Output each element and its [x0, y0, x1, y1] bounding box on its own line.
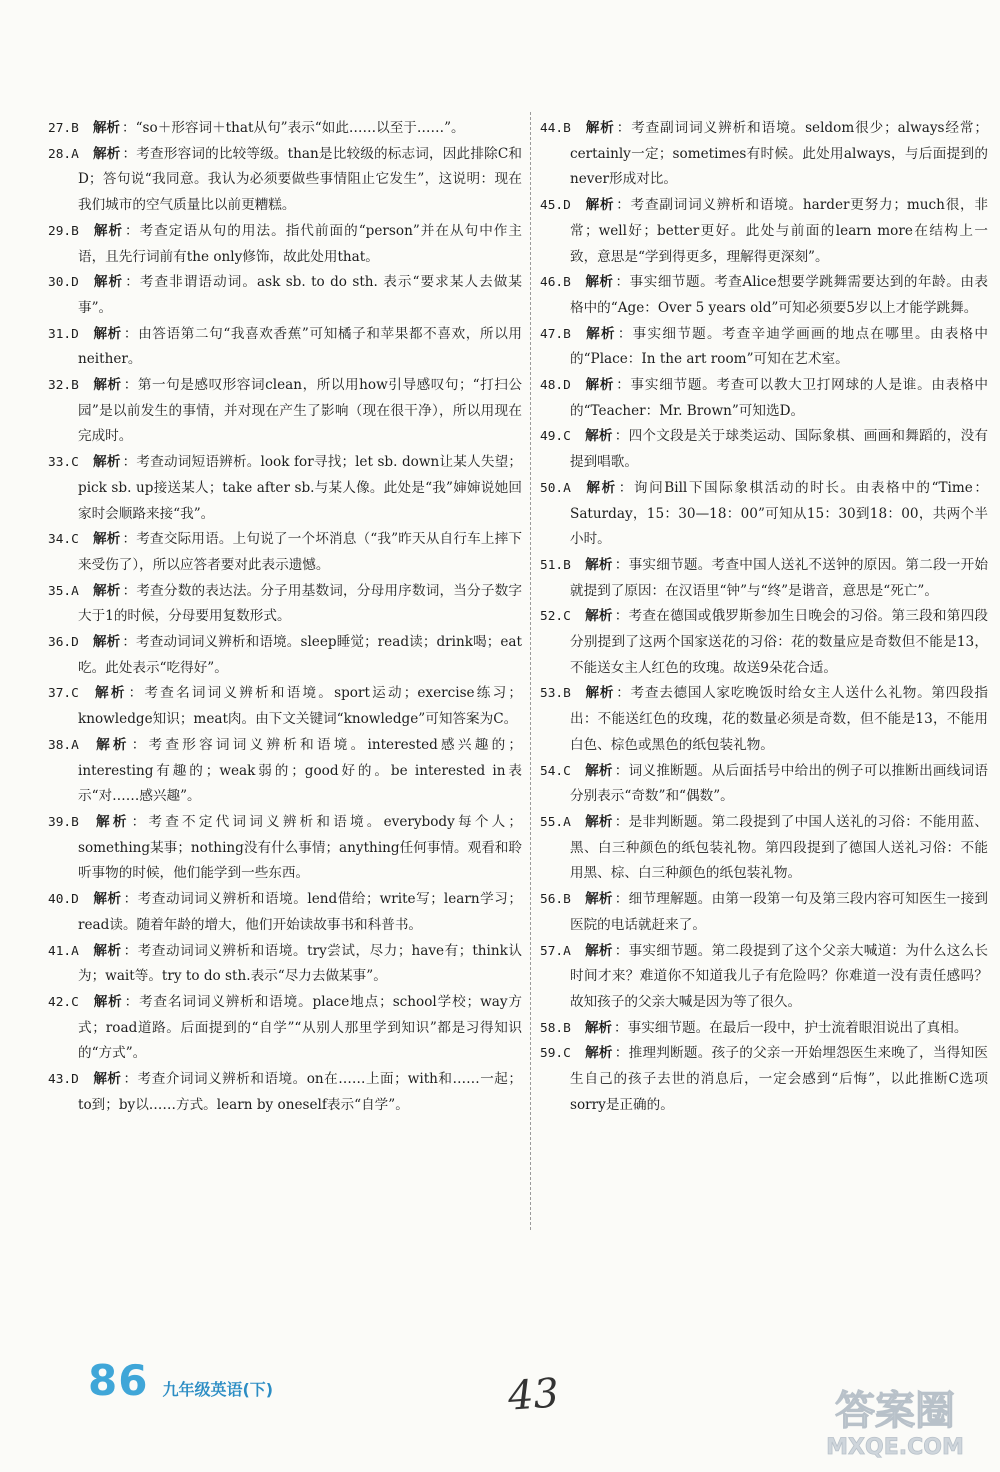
answer-number: 27.B	[48, 121, 79, 136]
answer-item	[48, 810, 522, 887]
answer-number: 55.A	[540, 814, 571, 830]
answer-item	[540, 373, 988, 424]
explanation-text: ：考查副词词义辨析和语境。seldom很少；always经常；certainly一定；sometimes有时候。此处用always，与后面提到的never形成对比。	[570, 120, 988, 188]
explanation-label: 解析	[584, 197, 615, 214]
answer-number: 54.C	[540, 763, 571, 779]
explanation-label: 解析	[584, 428, 613, 445]
answer-item	[48, 527, 522, 578]
answer-number: 34.C	[48, 532, 79, 548]
explanation-text: ：“so＋形容词＋that从句”表示“如此……以至于……”。	[122, 120, 465, 136]
page-number: 86	[88, 1356, 149, 1405]
explanation-label: 解析	[92, 454, 121, 471]
handwritten-note: 43	[506, 1370, 561, 1420]
answer-item	[540, 1016, 988, 1042]
answer-item	[48, 270, 522, 321]
explanation-label: 解析	[584, 685, 615, 702]
answer-number: 45.D	[540, 198, 571, 214]
explanation-label: 解析	[584, 942, 613, 959]
answer-item	[48, 990, 522, 1067]
explanation-text: ：事实细节题。考查辛迪学画画的地点在哪里。由表格中的“Place：In the art room”可知在艺术室。	[570, 325, 989, 368]
answer-item	[540, 270, 988, 321]
explanation-label: 解析	[92, 274, 124, 291]
answer-item	[48, 681, 522, 732]
explanation-label: 解析	[584, 274, 614, 291]
explanation-text: ：考查介词词义辨析和语境。on在……上面；with和……一起；to到；by以……方式。learn by oneself表示“自学”。	[78, 1071, 522, 1113]
answer-item	[48, 733, 522, 810]
explanation-label: 解析	[92, 993, 123, 1010]
answer-item	[540, 810, 988, 887]
explanation-text: ：考查分数的表达法。分子用基数词，分母用序数词，当分子数字大于1的时候，分母要用复数形式。	[78, 582, 523, 625]
explanation-text: ：四个文段是关于球类运动、国际象棋、画画和舞蹈的，没有提到唱歌。	[570, 428, 989, 471]
explanation-label: 解析	[584, 762, 613, 779]
answer-item	[48, 450, 522, 527]
answer-item	[540, 424, 988, 475]
answer-number: 38.A	[48, 737, 79, 753]
answer-item	[48, 939, 522, 990]
explanation-text: ：事实细节题。第二段提到了这个父亲大喊道：为什么这么长时间才来？难道你不知道我儿子有危险吗？你难道一没有责任感吗？故知孩子的父亲大喊是因为等了很久。	[570, 942, 989, 1010]
explanation-text: ：询问Bill下国际象棋活动的时长。由表格中的“Time：Saturday，15：30—18：00”可知从15：30到18：00，共两个半小时。	[570, 479, 988, 548]
explanation-text: ：考查交际用语。上句说了一个坏消息（“我”昨天从自行车上摔下来受伤了），所以应答者要对此表示遗憾。	[78, 531, 522, 573]
answer-item	[48, 373, 522, 450]
explanation-label: 解析	[584, 325, 616, 342]
answer-number: 29.B	[48, 223, 79, 239]
answer-number: 40.D	[48, 892, 79, 908]
explanation-text: ：第一句是感叹形容词clean，所以用how引导感叹句；“打扫公园”是以前发生的事情，并对现在产生了影响（现在很干净），所以用现在完成时。	[78, 377, 523, 445]
explanation-text: ：考查名词词义辨析和语境。sport运动；exercise练习；knowledge知识；meat肉。由下文关键词“knowledge”可知答案为C。	[78, 685, 523, 728]
answer-item	[540, 1041, 988, 1118]
page-footer	[88, 1356, 273, 1405]
answer-number: 28.A	[48, 146, 79, 162]
explanation-text: ：事实细节题。在最后一段中，护士流着眼泪说出了真相。	[614, 1019, 968, 1036]
explanation-text: ：是非判断题。第二段提到了中国人送礼的习俗：不能用蓝、黑、白三种颜色的纸包装礼物。第四段提到了德国人送礼习俗：不能用黑、棕、白三种颜色的纸包装礼物。	[570, 813, 989, 882]
explanation-label: 解析	[92, 891, 122, 908]
answer-item	[540, 759, 988, 810]
answer-item	[48, 579, 522, 630]
answer-number: 33.C	[48, 455, 79, 471]
explanation-text: ：考查动词短语辨析。look for寻找；let sb. down让某人失望；pick sb. up接送某人；take after sb.与某人像。此处是“我”婶婶说她回家时会顺路来接“我”。	[78, 454, 522, 522]
answer-item	[48, 116, 522, 142]
answer-number: 41.A	[48, 943, 79, 959]
explanation-text: ：细节理解题。由第一段第一句及第三段内容可知医生一接到医院的电话就赶来了。	[570, 891, 989, 933]
explanation-text: ：事实细节题。考查可以教大卫打网球的人是谁。由表格中的“Teacher：Mr. Brown”可知选D。	[570, 377, 988, 419]
answer-number: 46.B	[540, 275, 571, 291]
explanation-label: 解析	[584, 891, 613, 908]
explanation-label: 解析	[92, 942, 122, 959]
answer-item	[48, 219, 522, 270]
answer-item	[540, 604, 988, 681]
answer-item	[48, 887, 522, 938]
explanation-label: 解析	[92, 325, 122, 342]
answer-number: 42.C	[48, 994, 79, 1010]
answer-item	[540, 887, 988, 938]
answer-item	[48, 630, 522, 681]
answer-number: 30.D	[48, 275, 79, 291]
answer-number: 36.D	[48, 635, 79, 651]
answer-item	[48, 142, 522, 219]
column-divider	[530, 112, 531, 1230]
explanation-text: ：事实细节题。考查Alice想要学跳舞需要达到的年龄。由表格中的“Age：Over 5 years old”可知必须要5岁以上才能学跳舞。	[570, 274, 989, 316]
answer-number: 39.B	[48, 814, 79, 830]
answer-number: 48.D	[540, 378, 571, 394]
explanation-text: ：考查动词词义辨析和语境。lend借给；write写；learn学习；read读。随着年龄的增大，他们开始读故事书和科普书。	[78, 891, 523, 933]
explanation-text: ：推理判断题。孩子的父亲一开始埋怨医生来晚了，当得知医生自己的孩子去世的消息后，一定会感到“后悔”，以此推断C选项sorry是正确的。	[570, 1045, 989, 1113]
answer-number: 58.B	[540, 1020, 571, 1036]
answer-item	[48, 322, 522, 373]
explanation-text: ：考查在德国或俄罗斯参加生日晚会的习俗。第三段和第四段分别提到了这两个国家送花的习俗：花的数量应是奇数但不能是13，不能送女主人红色的玫瑰。故送9朵花合适。	[570, 608, 989, 676]
answer-number: 37.C	[48, 686, 79, 702]
explanation-label: 解析	[584, 556, 613, 573]
explanation-text: ：考查形容词词义辨析和语境。interested感兴趣的；interesting有趣的；weak弱的；good好的。be interested in表示“对……感兴趣”。	[78, 736, 522, 805]
right-column	[540, 116, 988, 1118]
left-column	[48, 116, 522, 1118]
answer-item	[540, 939, 988, 1016]
answer-item	[540, 116, 988, 193]
explanation-label: 解析	[92, 813, 130, 830]
explanation-label: 解析	[92, 634, 121, 651]
answer-item	[540, 193, 988, 270]
explanation-text: ：考查非谓语动词。ask sb. to do sth. 表示“要求某人去做某事”。	[78, 274, 523, 316]
watermark-url: MXQE.COM	[826, 1435, 964, 1460]
answer-number: 47.B	[540, 326, 571, 342]
answer-item	[540, 476, 988, 553]
explanation-text: ：考查动词词义辨析和语境。sleep睡觉；read读；drink喝；eat吃。此处表示“吃得好”。	[78, 634, 522, 676]
explanation-text: ：考查定语从句的用法。指代前面的“person”并在从句中作主语，且先行词前有the only修饰，故此处用that。	[78, 222, 522, 265]
explanation-label: 解析	[584, 377, 615, 394]
explanation-label: 解析	[584, 1019, 613, 1036]
answer-number: 35.A	[48, 583, 79, 599]
explanation-text: ：考查形容词的比较等级。than是比较级的标志词，因此排除C和D；答句说“我同意。我认为必须要做些事情阻止它发生”，这说明：现在我们城市的空气质量比以前更糟糕。	[78, 145, 523, 214]
answer-item	[48, 1067, 522, 1118]
answer-number: 31.D	[48, 326, 79, 342]
explanation-text: ：考查副词词义辨析和语境。harder更努力；much很，非常；well好；better更好。此处与前面的learn more在结构上一致，意思是“学到得更多，理解得更深刻”。	[570, 197, 988, 265]
explanation-text: ：事实细节题。考查中国人送礼不送钟的原因。第二段一开始就提到了原因：在汉语里“钟”与“终”是谐音，意思是“死亡”。	[570, 556, 989, 599]
answer-item	[540, 681, 988, 758]
explanation-label: 解析	[92, 377, 122, 394]
answer-number: 49.C	[540, 429, 571, 445]
answer-number: 43.D	[48, 1072, 79, 1088]
answer-number: 51.B	[540, 557, 571, 573]
book-title: 九年级英语(下)	[162, 1380, 274, 1399]
answer-number: 44.B	[540, 121, 571, 136]
answer-number: 59.C	[540, 1046, 571, 1062]
answer-number: 32.B	[48, 378, 79, 394]
explanation-label: 解析	[584, 608, 613, 625]
explanation-label: 解析	[92, 736, 130, 753]
explanation-text: ：考查不定代词词义辨析和语境。everybody每个人；something某事；nothing没有什么事情；anything任何事情。观看和聆听事物的时候，他们能学到一些东西。	[78, 813, 523, 882]
watermark-text: 答案圈	[835, 1388, 955, 1434]
watermark-logo	[800, 1380, 990, 1460]
explanation-label: 解析	[92, 120, 121, 136]
explanation-label: 解析	[92, 582, 121, 599]
explanation-label: 解析	[92, 145, 121, 162]
explanation-label: 解析	[92, 685, 127, 702]
explanation-label: 解析	[92, 222, 124, 239]
explanation-label: 解析	[584, 813, 613, 830]
explanation-text: ：考查去德国人家吃晚饭时给女主人送什么礼物。第四段指出：不能送红色的玫瑰，花的数量必须是奇数，但不能是13，不能用白色、棕色或黑色的纸包装礼物。	[570, 685, 988, 753]
explanation-label: 解析	[584, 479, 617, 496]
explanation-label: 解析	[584, 120, 615, 136]
explanation-label: 解析	[92, 531, 121, 548]
answer-number: 52.C	[540, 609, 571, 625]
answer-number: 56.B	[540, 892, 571, 908]
explanation-text: ：考查动词词义辨析和语境。try尝试，尽力；have有；think认为；wait等。try to do sth.表示“尽力去做某事”。	[78, 942, 523, 985]
explanation-label: 解析	[92, 1071, 122, 1088]
answer-number: 50.A	[540, 480, 571, 496]
answer-number: 53.B	[540, 686, 571, 702]
answer-item	[540, 322, 988, 373]
explanation-text: ：由答语第二句“我喜欢香蕉”可知橘子和苹果都不喜欢，所以用neither。	[78, 325, 522, 368]
explanation-text: ：词义推断题。从后面括号中给出的例子可以推断出画线词语分别表示“奇数”和“偶数”。	[570, 762, 989, 805]
explanation-label: 解析	[584, 1045, 613, 1062]
answer-number: 57.A	[540, 943, 571, 959]
explanation-text: ：考查名词词义辨析和语境。place地点；school学校；way方式；road道路。后面提到的“自学”“从别人那里学到知识”都是习得知识的“方式”。	[78, 993, 523, 1062]
answer-item	[540, 553, 988, 604]
